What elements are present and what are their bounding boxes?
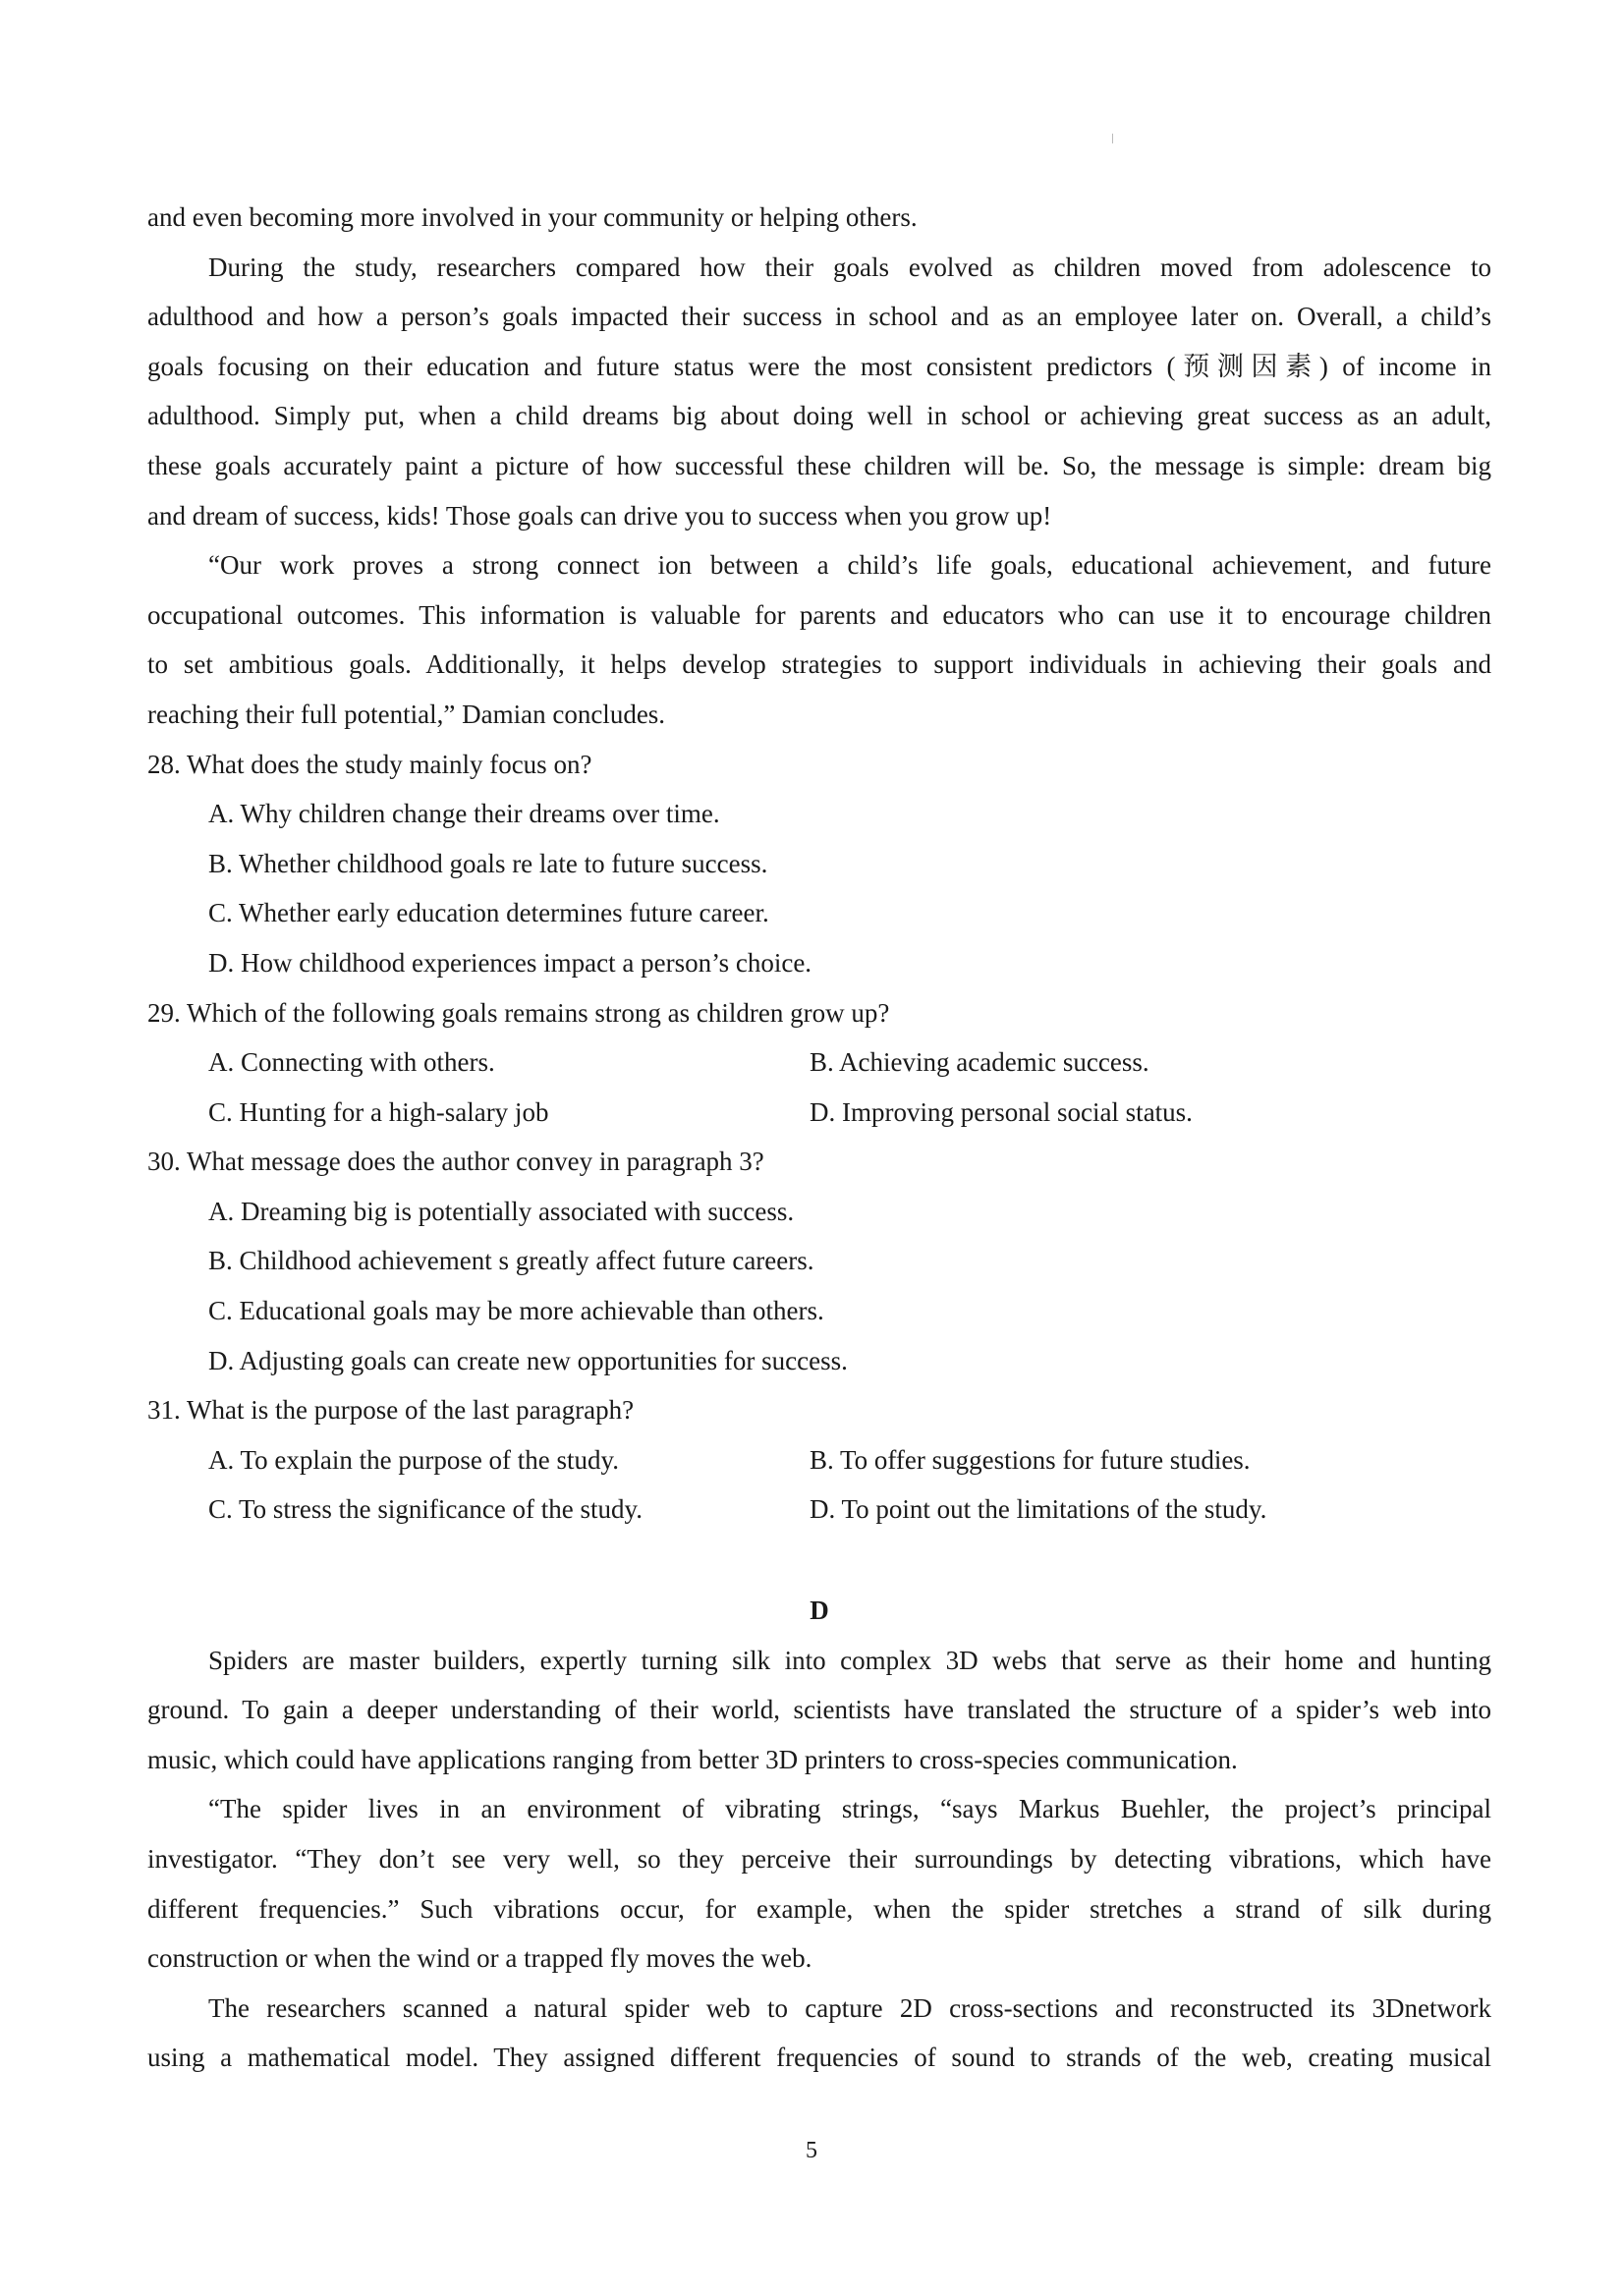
answer-option: A. Dreaming big is potentially associated with success. — [208, 1196, 795, 1226]
text-line: to set ambitious goals. Additionally, it helps develop strategies to support individuals in achieving their goals and — [147, 649, 1491, 680]
answer-option: D. Adjusting goals can create new opportunities for success. — [208, 1345, 848, 1375]
question-list — [147, 740, 1491, 1536]
text-line: Spiders are master builders, expertly turning silk into complex 3D webs that serve as their home and hunting — [208, 1645, 1491, 1675]
answer-option: A. To explain the purpose of the study. — [208, 1444, 620, 1475]
answer-option: B. Childhood achievement s greatly affect future careers. — [208, 1246, 814, 1276]
passage-c-and-questions — [147, 193, 1491, 1535]
answer-option: C. To stress the significance of the study. — [208, 1494, 644, 1525]
passage-d-body — [147, 1636, 1491, 2083]
text-line: and even becoming more involved in your community or helping others. — [147, 202, 918, 232]
text-line: adulthood. Simply put, when a child dreams big about doing well in school or achieving great success as an adult, — [147, 401, 1491, 431]
answer-option: B. Whether childhood goals re late to future success. — [208, 848, 768, 878]
text-line: these goals accurately paint a picture of how successful these children will be. So, the message is simple: dream big — [147, 450, 1491, 480]
text-line: “Our work proves a strong connect ion between a child’s life goals, educational achievement, and future — [208, 550, 1491, 581]
question-stem: 30. What message does the author convey in paragraph 3? — [147, 1147, 764, 1177]
option-row — [147, 1484, 1491, 1535]
answer-option: D. To point out the limitations of the study. — [810, 1494, 1267, 1525]
passage-c — [147, 193, 1491, 740]
answer-option: A. Connecting with others. — [208, 1047, 495, 1078]
text-line: adulthood and how a person’s goals impacted their success in school and as an employee later on. Overall, a child’s — [147, 302, 1491, 332]
option-row — [147, 1037, 1491, 1088]
passage-d — [147, 1586, 1491, 2083]
text-line: investigator. “They don’t see very well, so they perceive their surroundings by detecting vibrations, which have — [147, 1843, 1491, 1874]
text-line: different frequencies.” Such vibrations occur, for example, when the spider stretches a strand of silk during — [147, 1893, 1491, 1924]
question-stem: 29. Which of the following goals remains strong as children grow up? — [147, 997, 890, 1028]
answer-option: A. Why children change their dreams over time. — [208, 799, 720, 829]
question-stem: 28. What does the study mainly focus on? — [147, 749, 592, 779]
answer-option: D. How childhood experiences impact a person’s choice. — [208, 947, 812, 978]
text-line: ground. To gain a deeper understanding of their world, scientists have translated the structure of a spider’s web into — [147, 1695, 1491, 1725]
answer-option: C. Educational goals may be more achievable than others. — [208, 1296, 824, 1326]
text-line: During the study, researchers compared how their goals evolved as children moved from adolescence to — [208, 252, 1491, 282]
text-line: occupational outcomes. This information is valuable for parents and educators who can use it to encourage children — [147, 599, 1491, 630]
section-title: D — [810, 1596, 829, 1625]
question-stem: 31. What is the purpose of the last paragraph? — [147, 1395, 635, 1426]
answer-option: C. Hunting for a high-salary job — [208, 1096, 549, 1127]
option-row — [147, 1435, 1491, 1485]
text-line: music, which could have applications ranging from better 3D printers to cross-species communication. — [147, 1744, 1238, 1774]
answer-option: B. Achieving academic success. — [810, 1047, 1149, 1078]
text-line: The researchers scanned a natural spider web to capture 2D cross-sections and reconstructed its 3Dnetwork — [208, 1992, 1491, 2023]
answer-option: B. To offer suggestions for future studies. — [810, 1444, 1251, 1475]
text-line: using a mathematical model. They assigned different frequencies of sound to strands of the web, creating musical — [147, 2043, 1491, 2073]
text-line: reaching their full potential,” Damian concludes. — [147, 699, 666, 729]
answer-option: D. Improving personal social status. — [810, 1096, 1193, 1127]
text-line: “The spider lives in an environment of vibrating strings, “says Markus Buehler, the project’s principal — [208, 1794, 1491, 1824]
text-line: goals focusing on their education and future status were the most consistent predictors (预测因素) of income in — [147, 351, 1491, 381]
answer-option: C. Whether early education determines future career. — [208, 898, 769, 928]
scan-mark — [1112, 134, 1113, 143]
text-line: and dream of success, kids! Those goals can drive you to success when you grow up! — [147, 500, 1052, 531]
page-number: 5 — [806, 2138, 817, 2163]
text-line: construction or when the wind or a trapped fly moves the web. — [147, 1943, 812, 1974]
option-row — [147, 1088, 1491, 1138]
